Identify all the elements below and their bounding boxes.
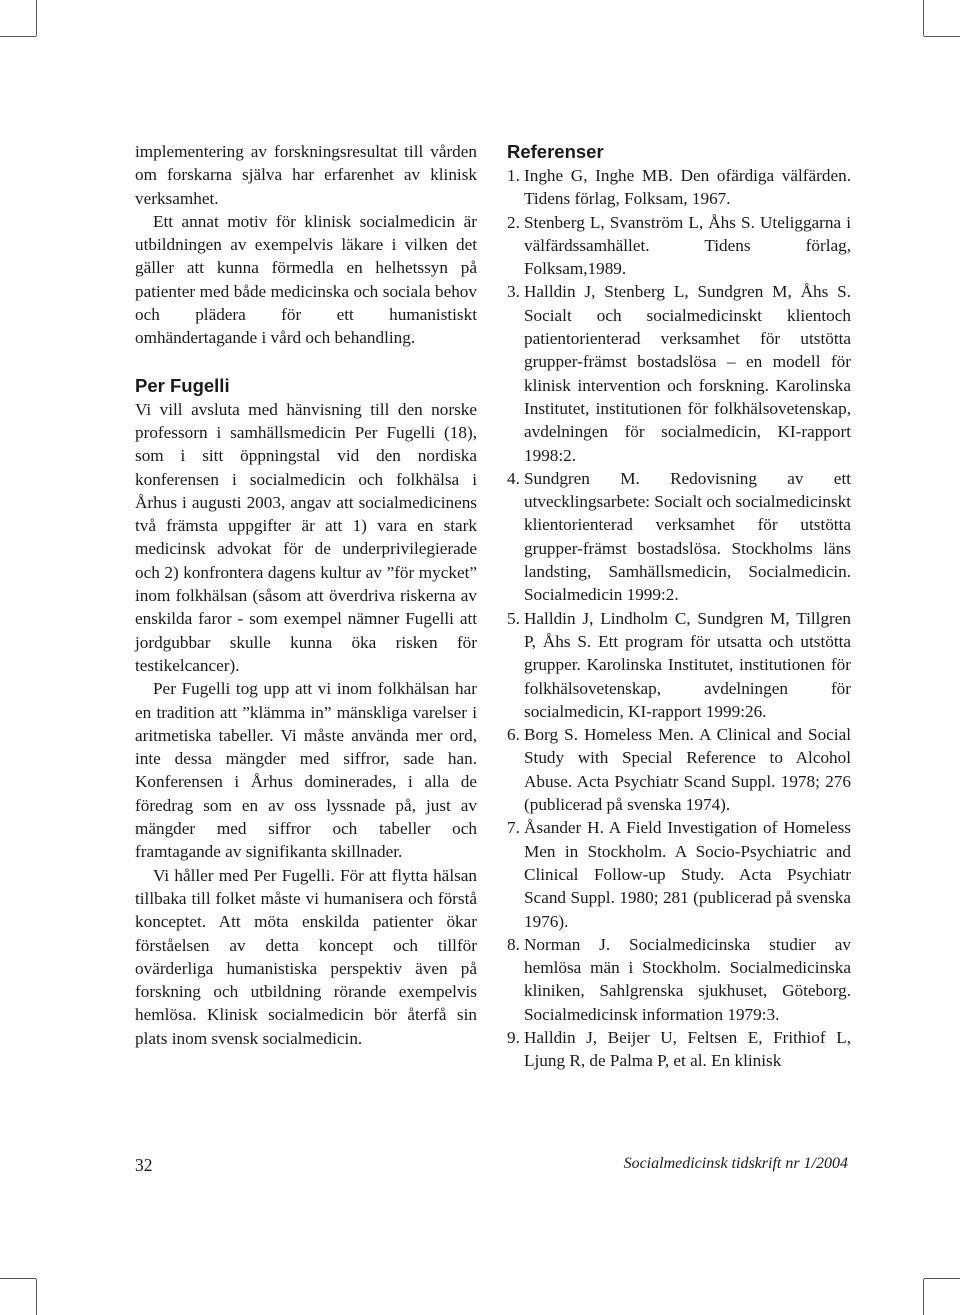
reference-item: 2. Stenberg L, Svanström L, Åhs S. Uteliggarna i välfärdssamhället. Tidens förlag, Folksam,1989.: [507, 212, 851, 279]
references-heading: Referenser: [507, 141, 604, 162]
reference-item: 9. Halldin J, Beijer U, Feltsen E, Frithiof L, Ljung R, de Palma P, et al. En klinisk: [507, 1027, 851, 1071]
reference-item: 1. Inghe G, Inghe MB. Den ofärdiga välfärden. Tidens förlag, Folksam, 1967.: [507, 166, 851, 209]
paragraph: Ett annat motiv för klinisk socialmedicin är utbildningen av exempelvis läkare i vilken det gäller att kunna förmedla en helhetssyn på patienter med både medicinska och sociala behov och plädera för ett humanistiskt omhändertagande i vård och behandling.: [135, 211, 477, 348]
reference-item: 6. Borg S. Homeless Men. A Clinical and Social Study with Special Reference to Alcohol Abuse. Acta Psychiatr Scand Suppl. 1978; 276 (publicerad på svenska 1974).: [507, 725, 851, 815]
paragraph: implementering av forskningsresultat till vården om forskarna själva har erfarenhet av klinisk verksamhet.: [135, 142, 477, 208]
paragraph: Per Fugelli tog upp att vi inom folkhälsan har en tradition att ”klämma in” mänskliga varelser i aritmetiska tabeller. Vi måste använda mer ord, inte dessa mängder med siffror, sade han. Konferensen i Århus dominerades, i alla de föredrag som en av oss lyssnade på, just av mängder med siffror och tabeller och framtagande av signifikanta skillnader.: [135, 679, 477, 862]
crop-mark: [0, 1278, 36, 1279]
paragraph: Vi vill avsluta med hänvisning till den norske professorn i samhällsmedicin Per Fugelli (18), som i sitt öppningstal vid den nordiska konferensen i socialmedicin och folkhälsa i Århus i augusti 2003, angav att socialmedicinens två främsta uppgifter är att 1) vara en stark medicinsk advokat för de underprivilegierade och 2) konfrontera dagens kultur av ”för mycket” inom folkhälsan (såsom att överdriva riskerna av enskilda faror - som exempel nämner Fugelli att jordgubbar skulle kunna öka risken för testikelcancer).: [135, 399, 477, 675]
reference-item: 8. Norman J. Socialmedicinska studier av hemlösa män i Stockholm. Socialmedicinska kliniken, Sahlgrenska sjukhuset, Göteborg. Socialmedicinsk information 1979:3.: [507, 934, 851, 1024]
section-heading: Per Fugelli: [135, 374, 230, 396]
crop-mark: [923, 1279, 924, 1315]
crop-mark: [36, 0, 37, 36]
crop-mark: [924, 1278, 960, 1279]
references-list: [507, 164, 851, 1073]
reference-item: 5. Halldin J, Lindholm C, Sundgren M, Tillgren P, Åhs S. Ett program för utsatta och utstötta grupper. Karolinska Institutet, institutionen för folkhälsovetenskap, avdelningen för socialmedicin, KI-rapport 1999:26.: [507, 608, 851, 721]
crop-mark: [0, 36, 36, 37]
reference-item: 7. Åsander H. A Field Investigation of Homeless Men in Stockholm. A Socio-Psychiatric and Clinical Follow-up Study. Acta Psychiatr Scand Suppl. 1980; 281 (publicerad på svenska 1976).: [507, 818, 851, 931]
journal-footer: Socialmedicinsk tidskrift nr 1/2004: [623, 1155, 848, 1172]
left-column: [135, 140, 477, 1050]
right-column: [507, 140, 851, 1073]
reference-item: 3. Halldin J, Stenberg L, Sundgren M, Åhs S. Socialt och socialmedicinskt klientoch patientorienterad verksamhet för utstötta grupper-främst bostadslösa – en modell för klinisk intervention och forskning. Karolinska Institutet, institutionen för folkhälsovetenskap, avdelningen för socialmedicin, KI-rapport 1998:2.: [507, 282, 851, 465]
crop-mark: [923, 0, 924, 36]
crop-mark: [36, 1279, 37, 1315]
page-number: 32: [135, 1155, 153, 1175]
reference-item: 4. Sundgren M. Redovisning av ett utvecklingsarbete: Socialt och socialmedicinskt klientorienterad verksamhet för utstötta grupper-främst bostadslösa. Stockholms läns landsting, Samhällsmedicin, Socialmedicin. Socialmedicin 1999:2.: [507, 468, 851, 605]
crop-mark: [924, 36, 960, 37]
paragraph: Vi håller med Per Fugelli. För att flytta hälsan tillbaka till folket måste vi humanisera och förstå konceptet. Att möta enskilda patienter ökar förståelsen av detta koncept och tillför ovärderliga humanistiska perspektiv även på forskning och utbildning rörande exempelvis hemlösa. Klinisk socialmedicin bör återfå sin plats inom svensk socialmedicin.: [135, 865, 477, 1048]
